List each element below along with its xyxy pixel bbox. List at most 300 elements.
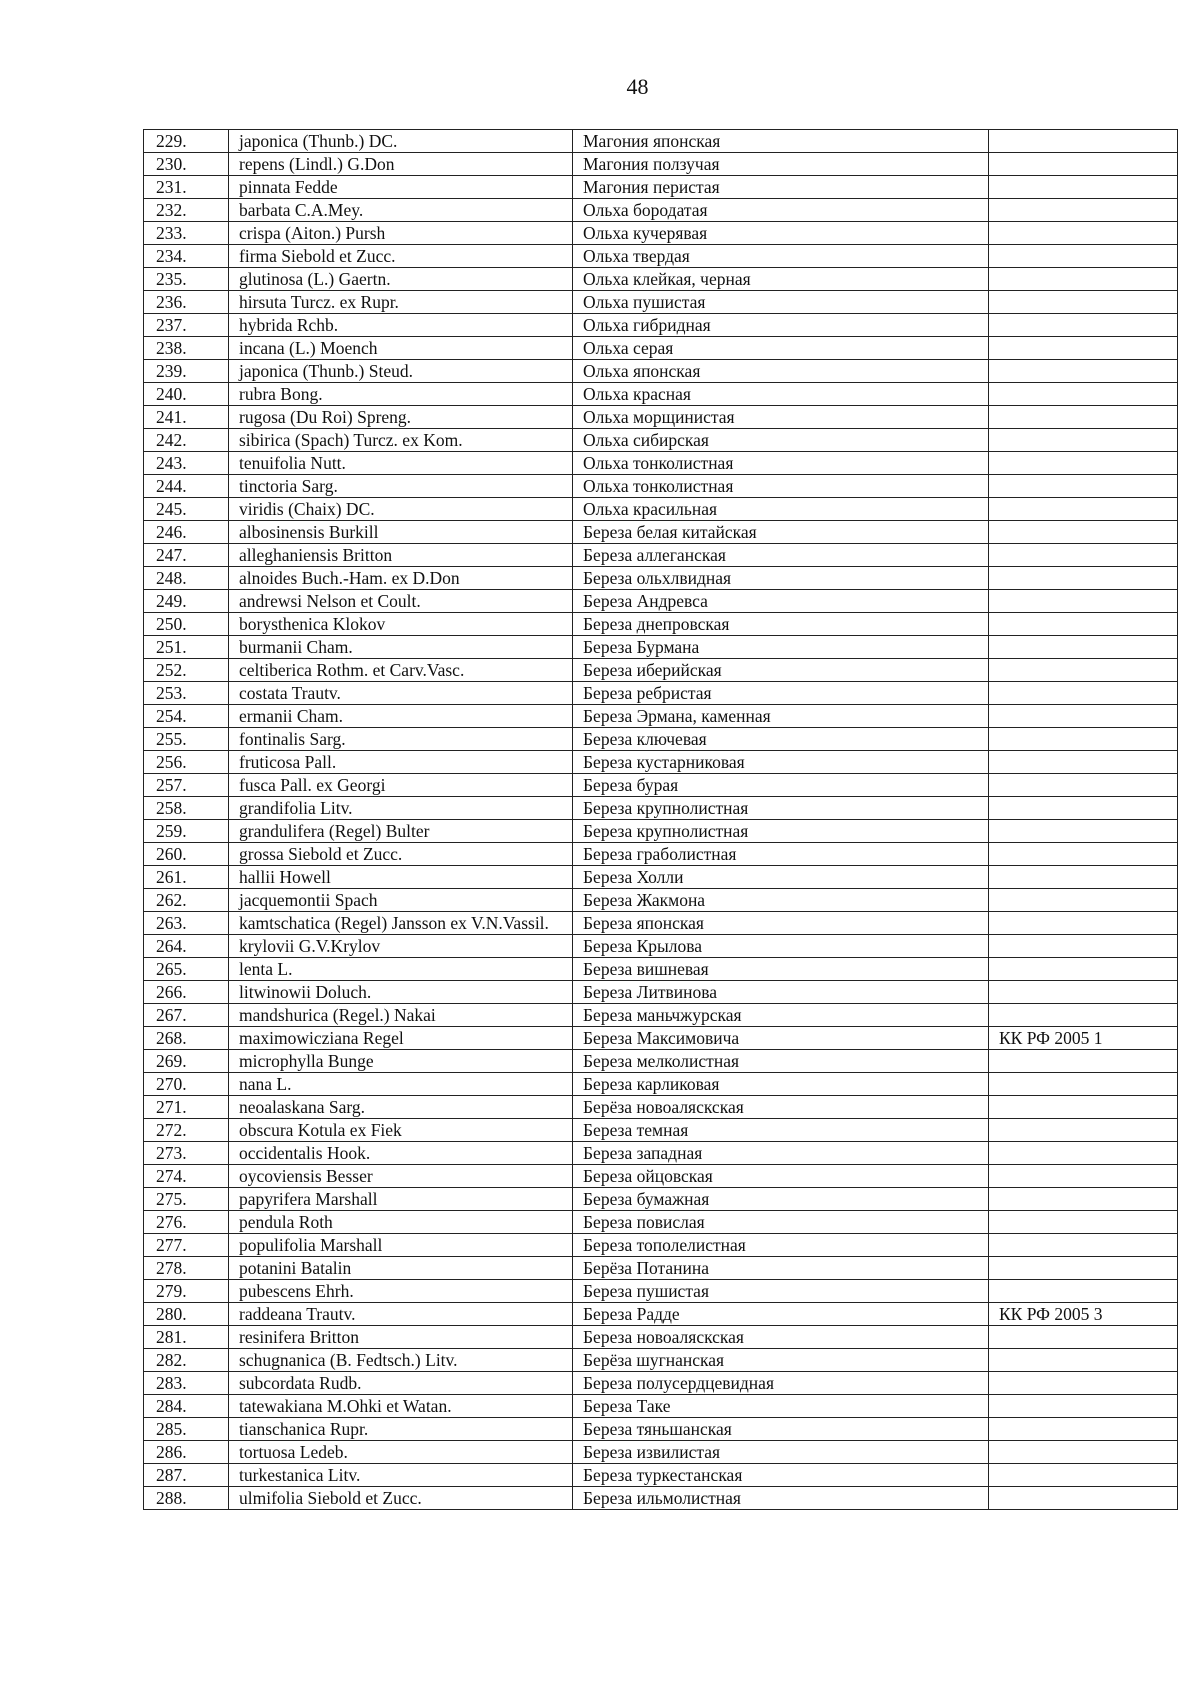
table-row bbox=[144, 544, 1178, 567]
russian-name: Ольха морщинистая bbox=[573, 406, 989, 429]
row-number: 288. bbox=[144, 1487, 229, 1510]
row-number: 270. bbox=[144, 1073, 229, 1096]
russian-name: Береза мелколистная bbox=[573, 1050, 989, 1073]
latin-name: schugnanica (B. Fedtsch.) Litv. bbox=[229, 1349, 573, 1372]
status-note bbox=[989, 958, 1178, 981]
status-note bbox=[989, 1004, 1178, 1027]
latin-name: alleghaniensis Britton bbox=[229, 544, 573, 567]
status-note: КК РФ 2005 1 bbox=[989, 1027, 1178, 1050]
latin-name: tinctoria Sarg. bbox=[229, 475, 573, 498]
latin-name: tianschanica Rupr. bbox=[229, 1418, 573, 1441]
table-row bbox=[144, 1073, 1178, 1096]
table-row bbox=[144, 245, 1178, 268]
latin-name: oycoviensis Besser bbox=[229, 1165, 573, 1188]
russian-name: Береза вишневая bbox=[573, 958, 989, 981]
russian-name: Ольха тонколистная bbox=[573, 452, 989, 475]
row-number: 279. bbox=[144, 1280, 229, 1303]
row-number: 286. bbox=[144, 1441, 229, 1464]
latin-name: resinifera Britton bbox=[229, 1326, 573, 1349]
row-number: 232. bbox=[144, 199, 229, 222]
latin-name: maximowicziana Regel bbox=[229, 1027, 573, 1050]
latin-name: mandshurica (Regel.) Nakai bbox=[229, 1004, 573, 1027]
russian-name: Магония японская bbox=[573, 130, 989, 153]
table-row bbox=[144, 314, 1178, 337]
row-number: 266. bbox=[144, 981, 229, 1004]
row-number: 256. bbox=[144, 751, 229, 774]
table-row bbox=[144, 1027, 1178, 1050]
status-note bbox=[989, 636, 1178, 659]
row-number: 244. bbox=[144, 475, 229, 498]
russian-name: Береза аллеганская bbox=[573, 544, 989, 567]
latin-name: hirsuta Turcz. ex Rupr. bbox=[229, 291, 573, 314]
row-number: 283. bbox=[144, 1372, 229, 1395]
status-note bbox=[989, 199, 1178, 222]
latin-name: viridis (Chaix) DC. bbox=[229, 498, 573, 521]
status-note bbox=[989, 705, 1178, 728]
latin-name: papyrifera Marshall bbox=[229, 1188, 573, 1211]
table-row bbox=[144, 1303, 1178, 1326]
latin-name: burmanii Cham. bbox=[229, 636, 573, 659]
status-note bbox=[989, 797, 1178, 820]
row-number: 277. bbox=[144, 1234, 229, 1257]
table-row bbox=[144, 981, 1178, 1004]
row-number: 280. bbox=[144, 1303, 229, 1326]
russian-name: Ольха серая bbox=[573, 337, 989, 360]
row-number: 243. bbox=[144, 452, 229, 475]
table-row bbox=[144, 613, 1178, 636]
latin-name: fusca Pall. ex Georgi bbox=[229, 774, 573, 797]
row-number: 252. bbox=[144, 659, 229, 682]
latin-name: borysthenica Klokov bbox=[229, 613, 573, 636]
row-number: 241. bbox=[144, 406, 229, 429]
row-number: 239. bbox=[144, 360, 229, 383]
table-row bbox=[144, 521, 1178, 544]
russian-name: Береза тяньшанская bbox=[573, 1418, 989, 1441]
russian-name: Ольха пушистая bbox=[573, 291, 989, 314]
status-note bbox=[989, 1050, 1178, 1073]
row-number: 264. bbox=[144, 935, 229, 958]
latin-name: sibirica (Spach) Turcz. ex Kom. bbox=[229, 429, 573, 452]
status-note bbox=[989, 774, 1178, 797]
status-note bbox=[989, 360, 1178, 383]
russian-name: Ольха кучерявая bbox=[573, 222, 989, 245]
table-row bbox=[144, 636, 1178, 659]
row-number: 249. bbox=[144, 590, 229, 613]
latin-name: barbata C.A.Mey. bbox=[229, 199, 573, 222]
russian-name: Береза Литвинова bbox=[573, 981, 989, 1004]
row-number: 235. bbox=[144, 268, 229, 291]
russian-name: Береза полусердцевидная bbox=[573, 1372, 989, 1395]
status-note bbox=[989, 245, 1178, 268]
latin-name: krylovii G.V.Krylov bbox=[229, 935, 573, 958]
row-number: 271. bbox=[144, 1096, 229, 1119]
latin-name: turkestanica Litv. bbox=[229, 1464, 573, 1487]
table-row bbox=[144, 1050, 1178, 1073]
status-note: КК РФ 2005 3 bbox=[989, 1303, 1178, 1326]
status-note bbox=[989, 1418, 1178, 1441]
russian-name: Береза туркестанская bbox=[573, 1464, 989, 1487]
status-note bbox=[989, 222, 1178, 245]
latin-name: occidentalis Hook. bbox=[229, 1142, 573, 1165]
table-row bbox=[144, 1165, 1178, 1188]
row-number: 260. bbox=[144, 843, 229, 866]
status-note bbox=[989, 268, 1178, 291]
latin-name: glutinosa (L.) Gaertn. bbox=[229, 268, 573, 291]
status-note bbox=[989, 1280, 1178, 1303]
latin-name: crispa (Aiton.) Pursh bbox=[229, 222, 573, 245]
row-number: 246. bbox=[144, 521, 229, 544]
russian-name: Ольха сибирская bbox=[573, 429, 989, 452]
table-row bbox=[144, 130, 1178, 153]
row-number: 253. bbox=[144, 682, 229, 705]
status-note bbox=[989, 498, 1178, 521]
status-note bbox=[989, 889, 1178, 912]
row-number: 261. bbox=[144, 866, 229, 889]
russian-name: Береза карликовая bbox=[573, 1073, 989, 1096]
russian-name: Береза пушистая bbox=[573, 1280, 989, 1303]
row-number: 230. bbox=[144, 153, 229, 176]
row-number: 267. bbox=[144, 1004, 229, 1027]
russian-name: Береза ойцовская bbox=[573, 1165, 989, 1188]
russian-name: Береза ребристая bbox=[573, 682, 989, 705]
russian-name: Береза Жакмона bbox=[573, 889, 989, 912]
russian-name: Береза иберийская bbox=[573, 659, 989, 682]
russian-name: Береза ольхлвидная bbox=[573, 567, 989, 590]
table-row bbox=[144, 590, 1178, 613]
russian-name: Береза извилистая bbox=[573, 1441, 989, 1464]
status-note bbox=[989, 1257, 1178, 1280]
status-note bbox=[989, 314, 1178, 337]
table-row bbox=[144, 383, 1178, 406]
row-number: 247. bbox=[144, 544, 229, 567]
latin-name: hallii Howell bbox=[229, 866, 573, 889]
status-note bbox=[989, 1464, 1178, 1487]
status-note bbox=[989, 153, 1178, 176]
russian-name: Ольха твердая bbox=[573, 245, 989, 268]
status-note bbox=[989, 1441, 1178, 1464]
status-note bbox=[989, 176, 1178, 199]
table-row bbox=[144, 774, 1178, 797]
russian-name: Ольха красная bbox=[573, 383, 989, 406]
latin-name: ermanii Cham. bbox=[229, 705, 573, 728]
latin-name: populifolia Marshall bbox=[229, 1234, 573, 1257]
russian-name: Береза ильмолистная bbox=[573, 1487, 989, 1510]
row-number: 281. bbox=[144, 1326, 229, 1349]
status-note bbox=[989, 935, 1178, 958]
russian-name: Магония перистая bbox=[573, 176, 989, 199]
table-row bbox=[144, 1395, 1178, 1418]
russian-name: Берёза Потанина bbox=[573, 1257, 989, 1280]
row-number: 229. bbox=[144, 130, 229, 153]
status-note bbox=[989, 751, 1178, 774]
table-row bbox=[144, 1234, 1178, 1257]
latin-name: tenuifolia Nutt. bbox=[229, 452, 573, 475]
row-number: 237. bbox=[144, 314, 229, 337]
row-number: 242. bbox=[144, 429, 229, 452]
latin-name: kamtschatica (Regel) Jansson ex V.N.Vassil. bbox=[229, 912, 573, 935]
russian-name: Береза темная bbox=[573, 1119, 989, 1142]
status-note bbox=[989, 590, 1178, 613]
status-note bbox=[989, 1234, 1178, 1257]
row-number: 265. bbox=[144, 958, 229, 981]
table-row bbox=[144, 291, 1178, 314]
table-row bbox=[144, 659, 1178, 682]
latin-name: lenta L. bbox=[229, 958, 573, 981]
russian-name: Береза новоаляскская bbox=[573, 1326, 989, 1349]
table-row bbox=[144, 1441, 1178, 1464]
row-number: 251. bbox=[144, 636, 229, 659]
latin-name: andrewsi Nelson et Coult. bbox=[229, 590, 573, 613]
row-number: 278. bbox=[144, 1257, 229, 1280]
status-note bbox=[989, 1073, 1178, 1096]
latin-name: fruticosa Pall. bbox=[229, 751, 573, 774]
latin-name: microphylla Bunge bbox=[229, 1050, 573, 1073]
table-row bbox=[144, 820, 1178, 843]
table-row bbox=[144, 705, 1178, 728]
row-number: 275. bbox=[144, 1188, 229, 1211]
status-note bbox=[989, 1119, 1178, 1142]
status-note bbox=[989, 452, 1178, 475]
latin-name: albosinensis Burkill bbox=[229, 521, 573, 544]
russian-name: Береза маньчжурская bbox=[573, 1004, 989, 1027]
status-note bbox=[989, 981, 1178, 1004]
table-row bbox=[144, 1418, 1178, 1441]
status-note bbox=[989, 613, 1178, 636]
row-number: 276. bbox=[144, 1211, 229, 1234]
latin-name: grandifolia Litv. bbox=[229, 797, 573, 820]
table-row bbox=[144, 1211, 1178, 1234]
russian-name: Береза Максимовича bbox=[573, 1027, 989, 1050]
table-row bbox=[144, 1142, 1178, 1165]
table-row bbox=[144, 1004, 1178, 1027]
table-row bbox=[144, 1188, 1178, 1211]
russian-name: Ольха красильная bbox=[573, 498, 989, 521]
table-row bbox=[144, 1372, 1178, 1395]
latin-name: firma Siebold et Zucc. bbox=[229, 245, 573, 268]
table-row bbox=[144, 153, 1178, 176]
latin-name: grossa Siebold et Zucc. bbox=[229, 843, 573, 866]
row-number: 245. bbox=[144, 498, 229, 521]
table-row bbox=[144, 1349, 1178, 1372]
table-row bbox=[144, 1326, 1178, 1349]
table-row bbox=[144, 429, 1178, 452]
table-row bbox=[144, 1096, 1178, 1119]
latin-name: repens (Lindl.) G.Don bbox=[229, 153, 573, 176]
table-row bbox=[144, 176, 1178, 199]
russian-name: Береза тополелистная bbox=[573, 1234, 989, 1257]
latin-name: celtiberica Rothm. et Carv.Vasc. bbox=[229, 659, 573, 682]
russian-name: Береза бумажная bbox=[573, 1188, 989, 1211]
row-number: 287. bbox=[144, 1464, 229, 1487]
status-note bbox=[989, 475, 1178, 498]
table-row bbox=[144, 452, 1178, 475]
table-row bbox=[144, 912, 1178, 935]
status-note bbox=[989, 1096, 1178, 1119]
row-number: 262. bbox=[144, 889, 229, 912]
russian-name: Ольха клейкая, черная bbox=[573, 268, 989, 291]
status-note bbox=[989, 429, 1178, 452]
row-number: 234. bbox=[144, 245, 229, 268]
table-row bbox=[144, 199, 1178, 222]
table-row bbox=[144, 935, 1178, 958]
russian-name: Береза белая китайская bbox=[573, 521, 989, 544]
status-note bbox=[989, 337, 1178, 360]
status-note bbox=[989, 820, 1178, 843]
table-row bbox=[144, 360, 1178, 383]
row-number: 258. bbox=[144, 797, 229, 820]
page-number: 48 bbox=[626, 74, 649, 99]
row-number: 250. bbox=[144, 613, 229, 636]
russian-name: Береза западная bbox=[573, 1142, 989, 1165]
russian-name: Ольха бородатая bbox=[573, 199, 989, 222]
latin-name: grandulifera (Regel) Bulter bbox=[229, 820, 573, 843]
latin-name: tatewakiana M.Ohki et Watan. bbox=[229, 1395, 573, 1418]
row-number: 273. bbox=[144, 1142, 229, 1165]
russian-name: Береза японская bbox=[573, 912, 989, 935]
row-number: 238. bbox=[144, 337, 229, 360]
row-number: 282. bbox=[144, 1349, 229, 1372]
latin-name: alnoides Buch.-Ham. ex D.Don bbox=[229, 567, 573, 590]
status-note bbox=[989, 1211, 1178, 1234]
table-row bbox=[144, 682, 1178, 705]
table-row bbox=[144, 268, 1178, 291]
row-number: 240. bbox=[144, 383, 229, 406]
russian-name: Береза Бурмана bbox=[573, 636, 989, 659]
row-number: 248. bbox=[144, 567, 229, 590]
table-row bbox=[144, 1280, 1178, 1303]
row-number: 254. bbox=[144, 705, 229, 728]
row-number: 272. bbox=[144, 1119, 229, 1142]
status-note bbox=[989, 1349, 1178, 1372]
latin-name: subcordata Rudb. bbox=[229, 1372, 573, 1395]
table-row bbox=[144, 1487, 1178, 1510]
status-note bbox=[989, 1142, 1178, 1165]
russian-name: Берёза новоаляскская bbox=[573, 1096, 989, 1119]
latin-name: hybrida Rchb. bbox=[229, 314, 573, 337]
latin-name: obscura Kotula ex Fiek bbox=[229, 1119, 573, 1142]
latin-name: rubra Bong. bbox=[229, 383, 573, 406]
table-row bbox=[144, 475, 1178, 498]
latin-name: ulmifolia Siebold et Zucc. bbox=[229, 1487, 573, 1510]
russian-name: Ольха японская bbox=[573, 360, 989, 383]
table-row bbox=[144, 222, 1178, 245]
row-number: 257. bbox=[144, 774, 229, 797]
row-number: 236. bbox=[144, 291, 229, 314]
latin-name: fontinalis Sarg. bbox=[229, 728, 573, 751]
russian-name: Береза граболистная bbox=[573, 843, 989, 866]
russian-name: Береза Радде bbox=[573, 1303, 989, 1326]
latin-name: nana L. bbox=[229, 1073, 573, 1096]
row-number: 255. bbox=[144, 728, 229, 751]
row-number: 284. bbox=[144, 1395, 229, 1418]
status-note bbox=[989, 728, 1178, 751]
latin-name: raddeana Trautv. bbox=[229, 1303, 573, 1326]
row-number: 233. bbox=[144, 222, 229, 245]
russian-name: Береза ключевая bbox=[573, 728, 989, 751]
latin-name: jacquemontii Spach bbox=[229, 889, 573, 912]
table-row bbox=[144, 498, 1178, 521]
table-row bbox=[144, 567, 1178, 590]
table-row bbox=[144, 843, 1178, 866]
russian-name: Береза Холли bbox=[573, 866, 989, 889]
russian-name: Ольха гибридная bbox=[573, 314, 989, 337]
russian-name: Береза днепровская bbox=[573, 613, 989, 636]
status-note bbox=[989, 682, 1178, 705]
status-note bbox=[989, 1165, 1178, 1188]
table-row bbox=[144, 797, 1178, 820]
table-row bbox=[144, 728, 1178, 751]
table-row bbox=[144, 1257, 1178, 1280]
status-note bbox=[989, 1372, 1178, 1395]
table-row bbox=[144, 1464, 1178, 1487]
row-number: 231. bbox=[144, 176, 229, 199]
status-note bbox=[989, 383, 1178, 406]
species-table bbox=[143, 129, 1178, 1510]
status-note bbox=[989, 567, 1178, 590]
row-number: 269. bbox=[144, 1050, 229, 1073]
table-row bbox=[144, 406, 1178, 429]
latin-name: neoalaskana Sarg. bbox=[229, 1096, 573, 1119]
table-row bbox=[144, 958, 1178, 981]
russian-name: Береза кустарниковая bbox=[573, 751, 989, 774]
row-number: 268. bbox=[144, 1027, 229, 1050]
table-row bbox=[144, 889, 1178, 912]
status-note bbox=[989, 130, 1178, 153]
latin-name: litwinowii Doluch. bbox=[229, 981, 573, 1004]
status-note bbox=[989, 866, 1178, 889]
latin-name: costata Trautv. bbox=[229, 682, 573, 705]
row-number: 259. bbox=[144, 820, 229, 843]
russian-name: Береза бурая bbox=[573, 774, 989, 797]
latin-name: japonica (Thunb.) Steud. bbox=[229, 360, 573, 383]
latin-name: rugosa (Du Roi) Spreng. bbox=[229, 406, 573, 429]
latin-name: tortuosa Ledeb. bbox=[229, 1441, 573, 1464]
russian-name: Ольха тонколистная bbox=[573, 475, 989, 498]
table-row bbox=[144, 1119, 1178, 1142]
latin-name: potanini Batalin bbox=[229, 1257, 573, 1280]
table-row bbox=[144, 751, 1178, 774]
russian-name: Береза Эрмана, каменная bbox=[573, 705, 989, 728]
status-note bbox=[989, 1395, 1178, 1418]
table-row bbox=[144, 866, 1178, 889]
status-note bbox=[989, 1487, 1178, 1510]
status-note bbox=[989, 659, 1178, 682]
row-number: 285. bbox=[144, 1418, 229, 1441]
latin-name: japonica (Thunb.) DC. bbox=[229, 130, 573, 153]
russian-name: Береза Таке bbox=[573, 1395, 989, 1418]
russian-name: Магония ползучая bbox=[573, 153, 989, 176]
row-number: 274. bbox=[144, 1165, 229, 1188]
russian-name: Береза Андревса bbox=[573, 590, 989, 613]
status-note bbox=[989, 843, 1178, 866]
latin-name: pendula Roth bbox=[229, 1211, 573, 1234]
status-note bbox=[989, 1326, 1178, 1349]
species-table-body bbox=[144, 130, 1178, 1510]
table-row bbox=[144, 337, 1178, 360]
status-note bbox=[989, 291, 1178, 314]
russian-name: Береза крупнолистная bbox=[573, 820, 989, 843]
russian-name: Береза Крылова bbox=[573, 935, 989, 958]
row-number: 263. bbox=[144, 912, 229, 935]
russian-name: Берёза шугнанская bbox=[573, 1349, 989, 1372]
status-note bbox=[989, 544, 1178, 567]
status-note bbox=[989, 912, 1178, 935]
latin-name: pubescens Ehrh. bbox=[229, 1280, 573, 1303]
status-note bbox=[989, 1188, 1178, 1211]
status-note bbox=[989, 521, 1178, 544]
latin-name: pinnata Fedde bbox=[229, 176, 573, 199]
status-note bbox=[989, 406, 1178, 429]
